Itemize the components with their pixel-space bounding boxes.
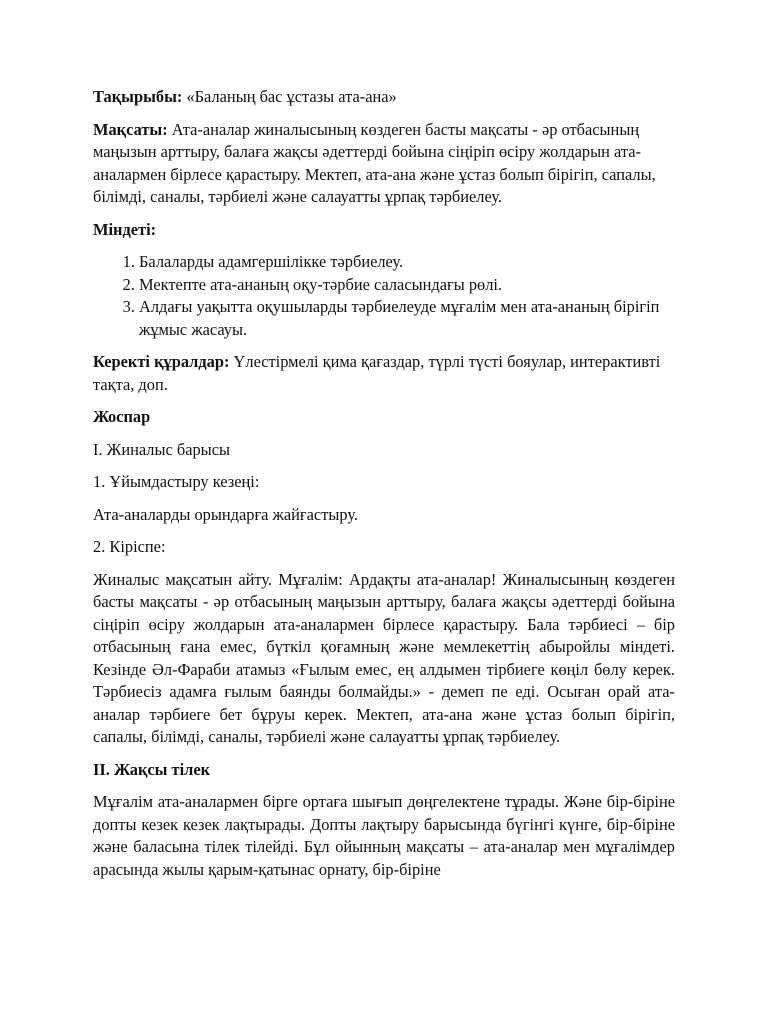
topic-text: «Баланың бас ұстазы ата-ана» bbox=[186, 87, 397, 106]
plan-heading-text: Жоспар bbox=[93, 407, 151, 426]
goal-label: Мақсаты: bbox=[93, 119, 168, 139]
plan-heading bbox=[93, 406, 675, 429]
task-item: 2. Мектепте ата-ананың оқу-тәрбие саласындағы рөлі. bbox=[139, 274, 675, 297]
goal-text: Ата-аналар жиналысының көздеген басты мақсаты - әр отбасының маңызын арттыру, балаға жақсы әдеттерді бойына сіңіріп өсіру жолдарын ата-аналармен бірлесе қарастыру. Мектеп, ата-ана және ұстаз болып бірігіп, сапалы, білімді, саналы, тәрбиелі және салауатты ұрпақ тәрбиелеу. bbox=[93, 119, 656, 206]
document-page bbox=[93, 86, 675, 891]
plan-step2-title: 2. Кіріспе: bbox=[93, 537, 166, 556]
goal-paragraph bbox=[93, 119, 675, 209]
plan-step1-title: 1. Ұйымдастыру кезеңі: bbox=[93, 472, 260, 491]
section2-heading-text: ІІ. Жақсы тілек bbox=[93, 759, 211, 779]
topic-paragraph bbox=[93, 86, 675, 109]
section2-text: Мұғалім ата-аналармен бірге ортаға шығып дөңгелектене тұрады. Және бір-біріне допты кезек кезек лақтырады. Допты лақтыру барысында бүгінгі күнге, бір-біріне және баласына тілек тілейді. Бұл ойынның мақсаты – ата-аналар мен мұғалімдер арасында жылы қарым-қатынас орнату, бір-біріне bbox=[93, 792, 675, 879]
tasks-label: Міндеті: bbox=[93, 219, 157, 239]
tasks-heading bbox=[93, 219, 675, 242]
tasks-list bbox=[93, 251, 675, 341]
plan-step2-text: Жиналыс мақсатын айту. Мұғалім: Ардақты ата-аналар! Жиналысының көздеген басты мақсаты - әр отбасының маңызын арттыру, балаға жақсы әдеттерді бойына сіңіріп өсіру жолдарын ата-аналармен бірлесе қарастыру. Бала тәрбиесі – бір отбасының ғана емес, бүткіл қоғамның және мемлекеттің абыройлы міндеті. Кезінде Әл-Фараби атамыз «Ғылым емес, ең алдымен тірбиеге көңіл бөлу керек. Тәрбиесіз адамға ғылым баянды болмайды.» - демеп пе еді. Осыған орай ата-аналар тәрбиеге бет бұруы керек. Мектеп, ата-ана және ұстаз болып бірігіп, сапалы, білімді, саналы, тәрбиелі және салауатты ұрпақ тәрбиелеу. bbox=[93, 569, 675, 746]
materials-paragraph bbox=[93, 351, 675, 396]
plan-step1-text: Ата-аналарды орындарға жайғастыру. bbox=[93, 504, 358, 524]
topic-label: Тақырыбы: bbox=[93, 87, 183, 106]
plan-section1: І. Жиналыс барысы bbox=[93, 439, 230, 459]
task-item: 3. Алдағы уақытта оқушыларды тәрбиелеуде мұғалім мен ата-ананың бірігіп жұмыс жасауы. bbox=[139, 296, 675, 341]
task-item: 1. Балаларды адамгершілікке тәрбиелеу. bbox=[139, 251, 675, 274]
materials-label: Керекті құралдар: bbox=[93, 352, 230, 371]
section2-heading bbox=[93, 759, 675, 782]
materials-text: Үлестірмелі қима қағаздар, түрлі түсті бояулар, интерактивті тақта, доп. bbox=[93, 352, 661, 394]
